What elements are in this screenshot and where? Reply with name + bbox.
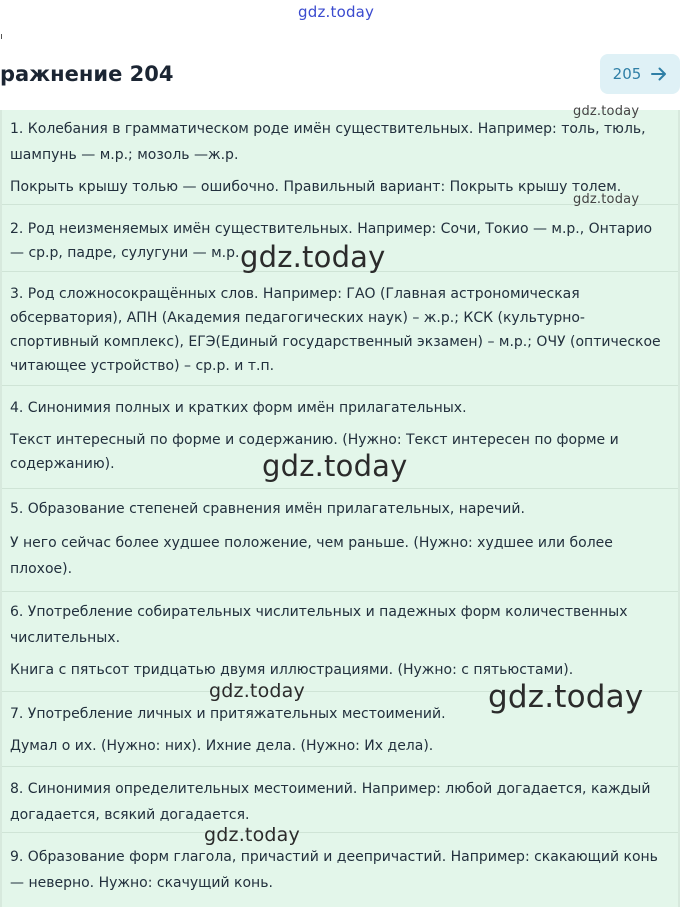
- list-item: [2, 592, 678, 692]
- item-text: Текст интересный по форме и содержанию. (Нужно: Текст интересен по форме и: [10, 432, 619, 448]
- watermark-small: gdz.today: [573, 104, 640, 119]
- page-title: ражнение 204: [0, 62, 174, 86]
- watermark-top: gdz.today: [298, 3, 375, 21]
- watermark-large: gdz.today: [240, 240, 386, 274]
- list-item: [2, 386, 678, 489]
- exercise-header: [0, 52, 680, 98]
- item-text: шампунь — м.р.; мозоль —ж.р.: [10, 147, 239, 163]
- item-text: плохое).: [10, 561, 73, 577]
- item-text: спортивный комплекс), ЕГЭ(Единый государственный экзамен) – м.р.; ОЧУ (оптическое: [10, 334, 661, 350]
- item-text: 4. Синонимия полных и кратких форм имён прилагательных.: [10, 400, 467, 416]
- item-text: догадается, всякий догадается.: [10, 807, 250, 823]
- watermark-medium: gdz.today: [204, 824, 300, 846]
- item-text: — ср.р, падре, сулугуни — м.р.: [10, 245, 240, 261]
- item-text: числительных.: [10, 630, 121, 646]
- item-text: 3. Род сложносокращённых слов. Например: ГАО (Главная астрономическая: [10, 286, 580, 302]
- item-text: — неверно. Нужно: скачущий конь.: [10, 875, 273, 891]
- item-text: содержанию).: [10, 456, 115, 472]
- item-text: 2. Род неизменяемых имён существительных. Например: Сочи, Токио — м.р., Онтарио: [10, 221, 653, 237]
- arrow-right-icon: [651, 67, 667, 81]
- item-text: 1. Колебания в грамматическом роде имён существительных. Например: толь, тюль,: [10, 121, 646, 137]
- item-text: 7. Употребление личных и притяжательных местоимений.: [10, 706, 446, 722]
- list-item: [2, 110, 678, 205]
- item-text: читающее устройство) – ср.р. и т.п.: [10, 358, 275, 374]
- list-item: [2, 767, 678, 833]
- watermark-medium: gdz.today: [209, 680, 305, 702]
- watermark-large: gdz.today: [262, 449, 408, 483]
- watermark-large: gdz.today: [488, 679, 644, 715]
- item-text: 5. Образование степеней сравнения имён прилагательных, наречий.: [10, 501, 525, 517]
- item-text: 9. Образование форм глагола, причастий и деепричастий. Например: скакающий конь: [10, 849, 658, 865]
- item-text: 6. Употребление собирательных числительных и падежных форм количественных: [10, 604, 628, 620]
- list-item: [2, 692, 678, 767]
- list-item: [2, 272, 678, 386]
- item-text: 8. Синонимия определительных местоимений. Например: любой догадается, каждый: [10, 781, 651, 797]
- next-exercise-button[interactable]: [600, 54, 680, 94]
- item-text: У него сейчас более худшее положение, чем раньше. (Нужно: худшее или более: [10, 535, 613, 551]
- next-exercise-label: 205: [612, 65, 642, 83]
- item-text: обсерватория), АПН (Академия педагогических наук) – ж.р.; КСК (культурно-: [10, 310, 585, 326]
- list-item: [2, 489, 678, 592]
- watermark-small: gdz.today: [573, 192, 640, 207]
- list-item: [2, 833, 678, 903]
- edge-mark: [1, 34, 2, 39]
- answer-panel: [0, 110, 680, 907]
- item-text: Думал о их. (Нужно: них). Ихние дела. (Нужно: Их дела).: [10, 738, 434, 754]
- item-text: Книга с пятьсот тридцатью двумя иллюстрациями. (Нужно: с пятьюстами).: [10, 662, 574, 678]
- item-text: Покрыть крышу толью — ошибочно. Правильный вариант: Покрыть крышу толем.: [10, 179, 622, 195]
- list-item: [2, 205, 678, 272]
